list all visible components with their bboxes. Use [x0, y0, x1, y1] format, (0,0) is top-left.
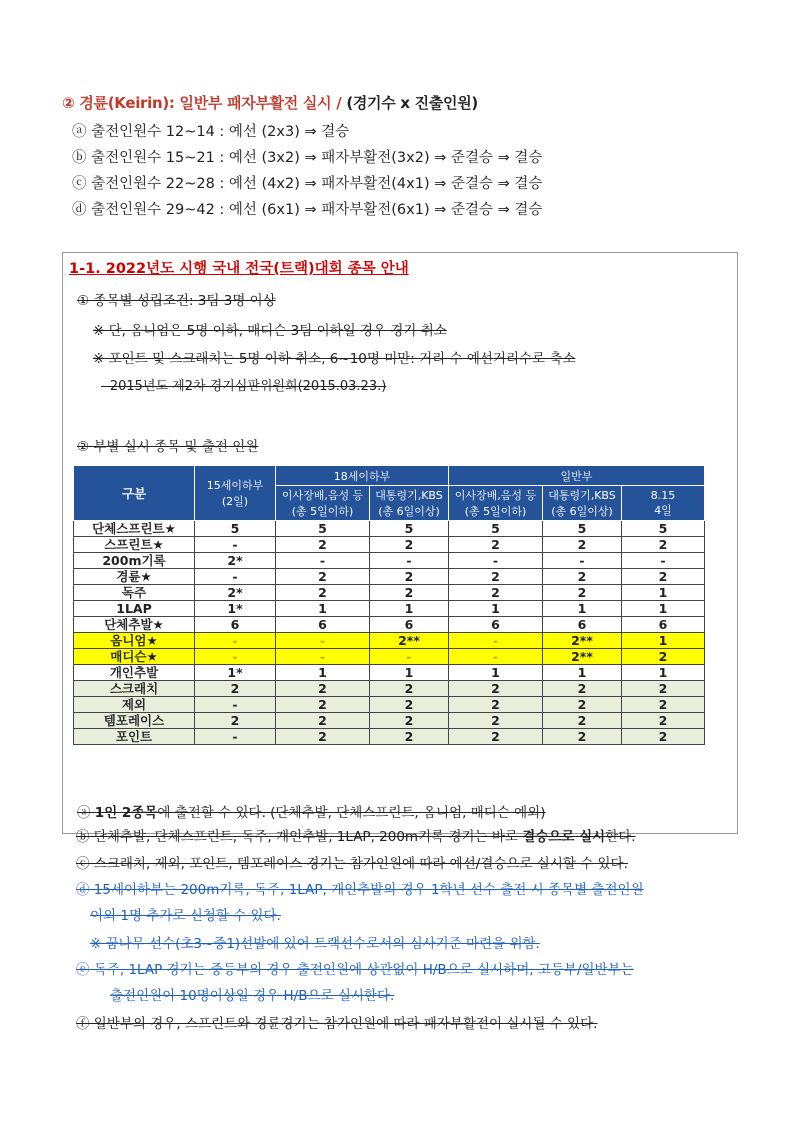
note-a: [77, 801, 545, 821]
table-cell: -: [370, 553, 449, 569]
table-row: [74, 713, 705, 729]
note-e-1: ⓔ 독주, 1LAP 경기는 중등부의 경우 출전인원에 상관없이 H/B으로 실시하며, 고등부/일반부는: [76, 962, 634, 978]
event-table-body: [74, 521, 705, 745]
header-col-5: [622, 486, 705, 521]
table-cell: 2: [276, 697, 370, 713]
event-guide-box: [62, 252, 738, 834]
table-cell: 2: [276, 585, 370, 601]
table-cell: -: [195, 729, 276, 745]
table-cell: 1: [622, 585, 705, 601]
keirin-line-b: ⓑ 출전인원수 15~21 : 예선 (3x2) ⇒ 패자부활전(3x2) ⇒ 준결승 ⇒ 결승: [72, 150, 543, 166]
row-event-name: 1LAP: [74, 601, 195, 617]
table-cell: 2: [543, 537, 622, 553]
condition-1: ① 종목별 성립조건: 3팀 3명 이상: [77, 293, 276, 309]
table-cell: 2: [276, 569, 370, 585]
table-cell: 2: [622, 569, 705, 585]
header-col-1: [276, 486, 370, 521]
note-a-post: 에 출전할 수 있다. (단체추발, 단체스프린트, 옴니엄, 매디슨 예외): [157, 805, 546, 821]
table-cell: -: [448, 633, 542, 649]
table-cell: 6: [195, 617, 276, 633]
table-cell: 6: [622, 617, 705, 633]
note-a-pre: ⓐ: [77, 805, 95, 821]
table-cell: 2*: [195, 585, 276, 601]
keirin-line-c: ⓒ 출전인원수 22~28 : 예선 (4x2) ⇒ 패자부활전(4x1) ⇒ 준결승 ⇒ 결승: [72, 176, 543, 192]
table-cell: 2: [195, 681, 276, 697]
table-cell: 1: [622, 665, 705, 681]
table-cell: -: [276, 649, 370, 665]
table-cell: 2: [370, 569, 449, 585]
header-u18: 18세이하부: [276, 466, 449, 486]
table-cell: 1: [543, 601, 622, 617]
header-col-1-l1: 이사장배,음성 등: [281, 489, 364, 502]
header-u15-days: (2일): [221, 495, 249, 508]
table-cell: -: [448, 553, 542, 569]
row-event-name: 200m기록: [74, 553, 195, 569]
table-cell: 2: [195, 713, 276, 729]
row-event-name: 독주: [74, 585, 195, 601]
table-cell: 2: [448, 713, 542, 729]
note-c: ⓒ 스크래치, 제외, 포인트, 템포레이스 경기는 참가인원에 따라 예선/결승으로 실시할 수 있다.: [76, 856, 628, 872]
keirin-line-a: ⓐ 출전인원수 12~14 : 예선 (2x3) ⇒ 결승: [72, 124, 350, 140]
note-e-2: 출전인원이 10명이상일 경우 H/B으로 실시한다.: [110, 988, 395, 1004]
table-cell: 5: [276, 521, 370, 537]
header-col-2: [370, 486, 449, 521]
table-row: [74, 521, 705, 537]
table-cell: -: [622, 553, 705, 569]
table-row: [74, 617, 705, 633]
table-cell: 6: [370, 617, 449, 633]
header-col-2-l1: 대통령기,KBS: [375, 489, 443, 502]
table-cell: 1*: [195, 665, 276, 681]
table-cell: 2: [276, 729, 370, 745]
header-col-4-l2: (총 6일이상): [551, 505, 613, 518]
table-row: [74, 601, 705, 617]
note-d-1: ⓓ 15세이하부는 200m기록, 독주, 1LAP, 개인추발의 경우 1학년 선수 출전 시 종목별 출전인원: [76, 882, 644, 898]
row-event-name: 개인추발: [74, 665, 195, 681]
table-cell: 2: [622, 649, 705, 665]
note-d-3: ※ 꿈나무 선수(초3~중1)선발에 있어 트랙선수로서의 심사기준 마련을 위함.: [90, 936, 540, 952]
table-cell: 5: [622, 521, 705, 537]
table-cell: 2: [276, 537, 370, 553]
table-cell: 1: [276, 665, 370, 681]
table-row: [74, 649, 705, 665]
table-cell: -: [195, 569, 276, 585]
header-col-5-l1: 8.15: [650, 488, 676, 502]
header-col-2-l2: (총 6일이상): [378, 505, 440, 518]
table-cell: 2: [276, 681, 370, 697]
keirin-title-main: ② 경륜(Keirin): 일반부 패자부활전 실시 /: [62, 94, 342, 112]
keirin-title-note: (경기수 x 진출인원): [346, 94, 478, 112]
table-cell: 2: [543, 713, 622, 729]
table-row: [74, 633, 705, 649]
row-event-name: 포인트: [74, 729, 195, 745]
header-u15: [195, 466, 276, 521]
table-cell: -: [543, 553, 622, 569]
row-event-name: 단체추발★: [74, 617, 195, 633]
table-cell: 2: [543, 729, 622, 745]
table-row: [74, 665, 705, 681]
table-row: [74, 729, 705, 745]
table-cell: 1: [622, 601, 705, 617]
table-row: [74, 681, 705, 697]
table-cell: 5: [370, 521, 449, 537]
note-b-bold: 결승으로 실시: [522, 829, 606, 845]
header-u15-label: 15세이하부: [206, 479, 264, 492]
table-cell: -: [276, 553, 370, 569]
table-cell: 2: [448, 681, 542, 697]
table-row: [74, 569, 705, 585]
table-cell: 1: [276, 601, 370, 617]
table-cell: 2: [543, 569, 622, 585]
table-cell: 5: [448, 521, 542, 537]
header-col-4: [543, 486, 622, 521]
table-cell: 2: [276, 713, 370, 729]
table-cell: 2: [448, 729, 542, 745]
table-cell: 2: [543, 585, 622, 601]
table-cell: 2: [622, 713, 705, 729]
row-event-name: 스프린트★: [74, 537, 195, 553]
note-b: [76, 825, 636, 845]
condition-2: ※ 단, 옴니엄은 5명 이하, 매디슨 3팀 이하일 경우 경기 취소: [93, 323, 447, 339]
note-b-pre: ⓑ 단체추발, 단체스프린트, 독주, 개인추발, 1LAP, 200m기록 경기는 바로: [76, 829, 523, 845]
table-cell: 6: [448, 617, 542, 633]
row-event-name: 스크래치: [74, 681, 195, 697]
table-cell: 1: [622, 633, 705, 649]
table-cell: 2**: [543, 649, 622, 665]
table-cell: -: [195, 633, 276, 649]
note-d-2: 이외 1명 추가로 신청할 수 있다.: [90, 908, 281, 924]
table-cell: 1: [370, 665, 449, 681]
table-cell: -: [276, 633, 370, 649]
table-cell: 2*: [195, 553, 276, 569]
header-col-1-l2: (총 5일이하): [291, 505, 354, 518]
note-f: ⓕ 일반부의 경우, 스프린트와 경륜경기는 참가인원에 따라 패자부활전이 실시될 수 있다.: [76, 1016, 598, 1032]
note-a-bold: 1인 2종목: [94, 805, 158, 821]
table-cell: 1: [370, 601, 449, 617]
table-cell: 1: [543, 665, 622, 681]
table-cell: 2: [622, 537, 705, 553]
table-row: [74, 537, 705, 553]
row-event-name: 옴니엄★: [74, 633, 195, 649]
table-cell: -: [370, 649, 449, 665]
event-table: [73, 465, 705, 745]
table-cell: -: [195, 537, 276, 553]
condition-3: ※ 포인트 및 스크래치는 5명 이하 취소, 6~10명 미만: 거리 수 예선거리수로 축소: [93, 351, 576, 367]
table-row: [74, 585, 705, 601]
table-cell: 5: [543, 521, 622, 537]
table-cell: 2: [370, 713, 449, 729]
table-cell: 6: [276, 617, 370, 633]
table-cell: 2: [370, 585, 449, 601]
section-title: 1-1. 2022년도 시행 국내 전국(트랙)대회 종목 안내: [69, 261, 409, 277]
header-col-3-l1: 이사장배,음성 등: [454, 489, 537, 502]
table-cell: 2: [448, 537, 542, 553]
row-event-name: 경륜★: [74, 569, 195, 585]
table-cell: -: [195, 649, 276, 665]
table-cell: 2: [370, 697, 449, 713]
header-general: 일반부: [448, 466, 704, 486]
table-cell: 1: [448, 601, 542, 617]
table-cell: 2: [448, 697, 542, 713]
header-col-3: [448, 486, 542, 521]
condition-4: - 2015년도 제2차 경기심판위원회(2015.03.23.): [101, 379, 387, 394]
table-cell: 2: [543, 681, 622, 697]
table-cell: 2: [370, 537, 449, 553]
table-cell: -: [195, 697, 276, 713]
table-cell: 2: [622, 729, 705, 745]
note-b-post: 한다.: [605, 829, 636, 845]
table-cell: 2: [370, 729, 449, 745]
table-cell: 2**: [543, 633, 622, 649]
header-col-5-l2: 4일: [654, 503, 672, 517]
table-cell: 2: [622, 697, 705, 713]
keirin-title: [62, 92, 762, 113]
header-col-3-l2: (총 5일이하): [464, 505, 527, 518]
table-cell: 2: [448, 569, 542, 585]
table-cell: 2**: [370, 633, 449, 649]
header-category: 구분: [74, 466, 195, 521]
table-row: [74, 697, 705, 713]
table-row: [74, 553, 705, 569]
table-cell: 2: [622, 681, 705, 697]
table-cell: 2: [543, 697, 622, 713]
row-event-name: 매디슨★: [74, 649, 195, 665]
table-cell: 1*: [195, 601, 276, 617]
keirin-line-d: ⓓ 출전인원수 29~42 : 예선 (6x1) ⇒ 패자부활전(6x1) ⇒ 준결승 ⇒ 결승: [72, 202, 543, 218]
header-col-4-l1: 대통령기,KBS: [548, 489, 616, 502]
sub-title: ② 부별 실시 종목 및 출전 인원: [77, 439, 259, 455]
table-cell: 5: [195, 521, 276, 537]
row-event-name: 템포레이스: [74, 713, 195, 729]
table-cell: 6: [543, 617, 622, 633]
row-event-name: 제외: [74, 697, 195, 713]
keirin-section: [62, 92, 762, 223]
table-cell: 1: [448, 665, 542, 681]
row-event-name: 단체스프린트★: [74, 521, 195, 537]
table-cell: 2: [370, 681, 449, 697]
table-cell: -: [448, 649, 542, 665]
table-cell: 2: [448, 585, 542, 601]
